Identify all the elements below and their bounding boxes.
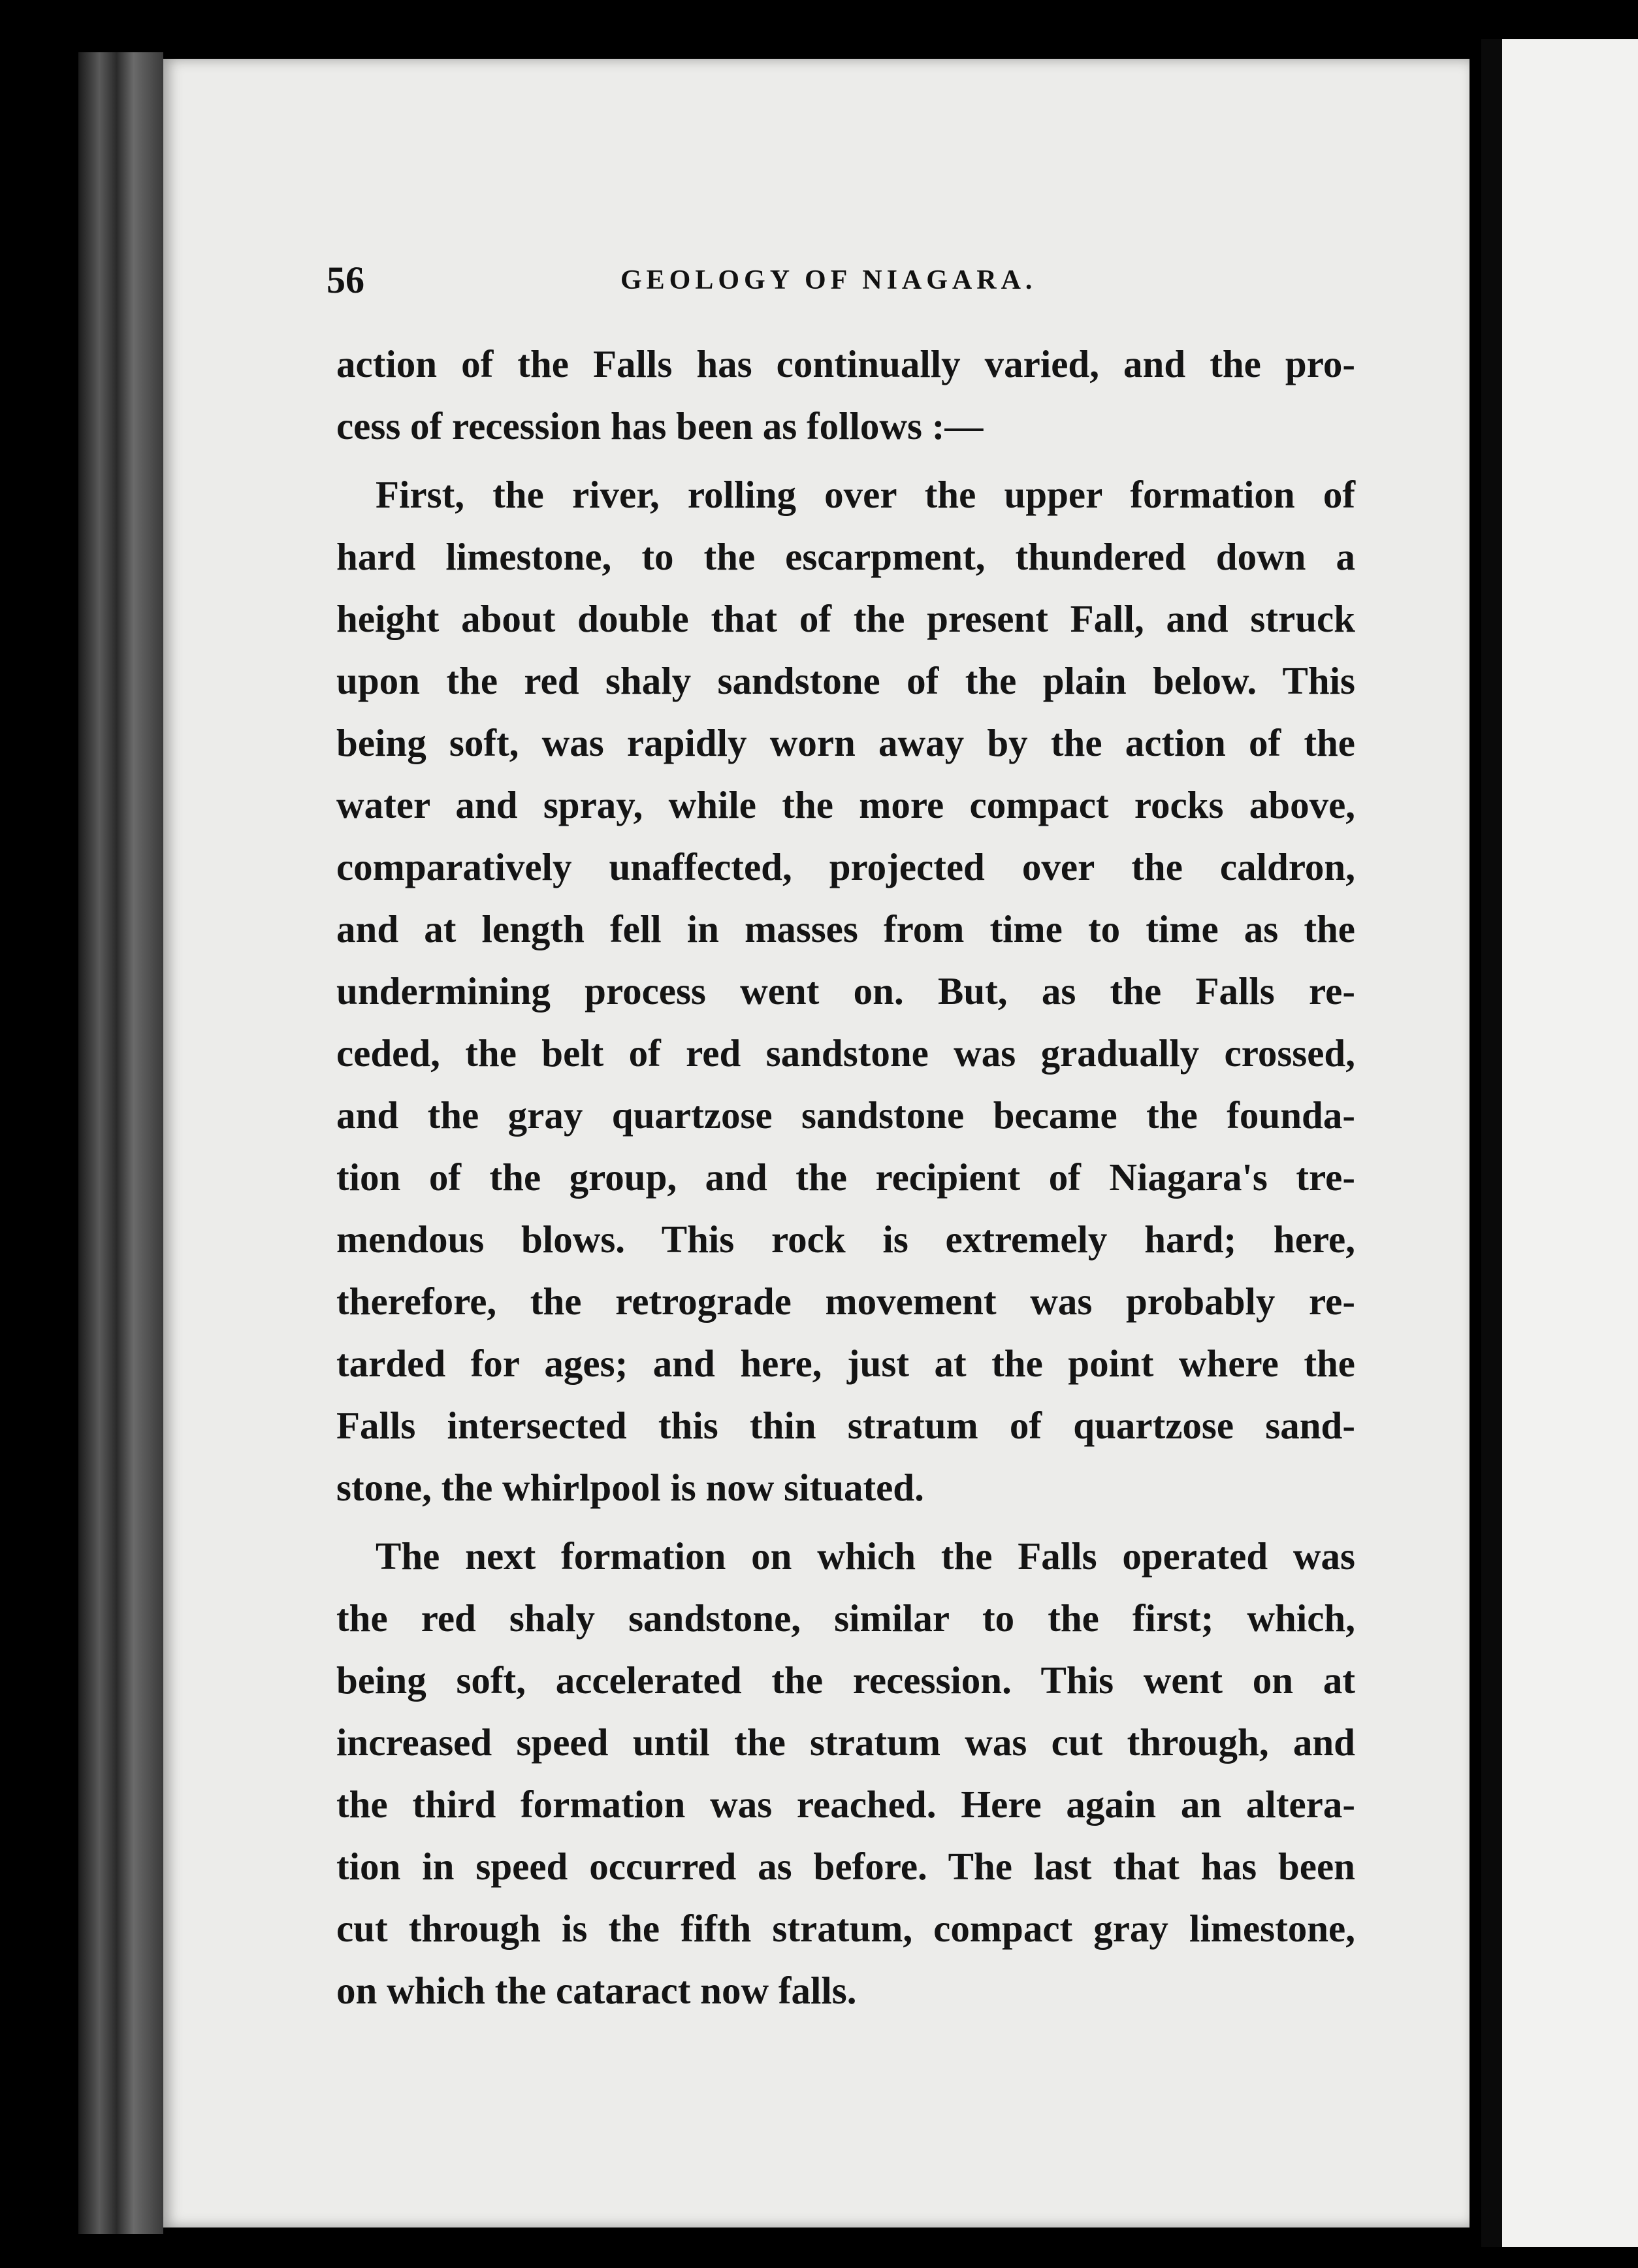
text-line: upon the red shaly sandstone of the plain below. This bbox=[336, 659, 1355, 702]
book-spine bbox=[78, 52, 163, 2234]
paragraph bbox=[336, 464, 1355, 1519]
paragraph bbox=[336, 333, 1355, 457]
text-line: action of the Falls has continually varied, and the pro- bbox=[336, 342, 1355, 385]
text-line: and at length fell in masses from time to time as the bbox=[336, 907, 1355, 950]
page-gutter-shadow bbox=[1481, 39, 1502, 2247]
text-line: mendous blows. This rock is extremely hard; here, bbox=[336, 1218, 1355, 1261]
text-line: being soft, accelerated the recession. This went on at bbox=[336, 1659, 1355, 1702]
text-line: tarded for ages; and here, just at the point where the bbox=[336, 1342, 1355, 1385]
text-line: height about double that of the present Fall, and struck bbox=[336, 597, 1355, 640]
text-line: ceded, the belt of red sandstone was gradually crossed, bbox=[336, 1031, 1355, 1075]
text-line: therefore, the retrograde movement was probably re- bbox=[336, 1280, 1355, 1323]
text-line: the third formation was reached. Here again an altera- bbox=[336, 1783, 1355, 1826]
text-line: undermining process went on. But, as the Falls re- bbox=[336, 969, 1355, 1012]
text-line: cut through is the fifth stratum, compact gray limestone, bbox=[336, 1907, 1355, 1950]
text-line: comparatively unaffected, projected over the caldron, bbox=[336, 845, 1355, 888]
adjacent-page-edge bbox=[1502, 39, 1638, 2247]
text-line: tion of the group, and the recipient of Niagara's tre- bbox=[336, 1156, 1355, 1199]
text-line: The next formation on which the Falls operated was bbox=[376, 1534, 1355, 1578]
body-text bbox=[336, 333, 1355, 2022]
paragraph bbox=[336, 1525, 1355, 2022]
text-line: and the gray quartzose sandstone became the founda- bbox=[336, 1094, 1355, 1137]
text-line: stone, the whirlpool is now situated. bbox=[336, 1466, 924, 1509]
text-line: First, the river, rolling over the upper formation of bbox=[376, 473, 1355, 516]
text-line: hard limestone, to the escarpment, thundered down a bbox=[336, 535, 1355, 578]
running-title: GEOLOGY OF NIAGARA. bbox=[620, 265, 1037, 295]
text-line: increased speed until the stratum was cut through, and bbox=[336, 1721, 1355, 1764]
page-header bbox=[163, 258, 1469, 310]
text-line: tion in speed occurred as before. The last that has been bbox=[336, 1845, 1355, 1888]
page-number: 56 bbox=[327, 259, 364, 301]
text-line: cess of recession has been as follows :— bbox=[336, 404, 984, 447]
text-line: being soft, was rapidly worn away by the action of the bbox=[336, 721, 1355, 764]
text-line: Falls intersected this thin stratum of quartzose sand- bbox=[336, 1404, 1355, 1447]
text-line: water and spray, while the more compact rocks above, bbox=[336, 783, 1355, 826]
text-line: the red shaly sandstone, similar to the first; which, bbox=[336, 1596, 1355, 1640]
text-line: on which the cataract now falls. bbox=[336, 1969, 857, 2012]
